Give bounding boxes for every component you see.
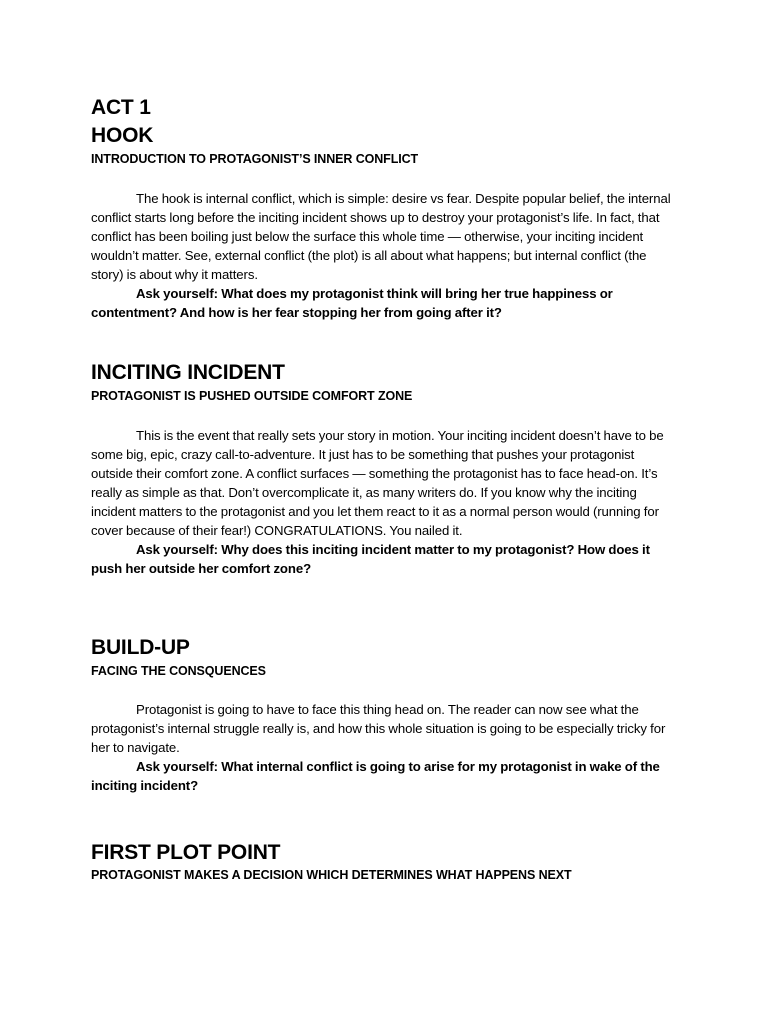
body-paragraph: Protagonist is going to have to face this thing head on. The reader can now see what the protagonist’s internal struggle really is, and how this whole situation is going to be especially tricky for her to navigate.	[91, 702, 666, 755]
section-heading-first-plot-point	[91, 839, 679, 867]
section-subtitle: INTRODUCTION TO PROTAGONIST’S INNER CONFLICT	[91, 152, 419, 166]
section-subtitle: PROTAGONIST MAKES A DECISION WHICH DETERMINES WHAT HAPPENS NEXT	[91, 868, 572, 882]
ask-yourself-prompt: Ask yourself: What internal conflict is going to arise for my protagonist in wake of the inciting incident?	[91, 759, 660, 793]
section-title: BUILD-UP	[91, 636, 190, 659]
section-title: FIRST PLOT POINT	[91, 841, 281, 864]
section-body-inciting-incident	[91, 426, 679, 578]
section-body-hook	[91, 189, 679, 322]
ask-yourself-prompt: Ask yourself: Why does this inciting incident matter to my protagonist? How does it push her outside her comfort zone?	[91, 542, 650, 576]
section-heading-inciting-incident	[91, 359, 679, 387]
body-paragraph: The hook is internal conflict, which is simple: desire vs fear. Despite popular belief, the internal conflict starts long before the inciting incident shows up to destroy your protagonist’s life. In fact, that conflict has been boiling just below the surface this whole time — otherwise, your inciting incident wouldn’t matter. See, external conflict (the plot) is all about what happens; but internal conflict (the story) is about why it matters.	[91, 191, 671, 282]
section-heading-hook	[91, 122, 679, 150]
section-title: INCITING INCIDENT	[91, 361, 285, 384]
section-subtitle-first-plot-point	[91, 866, 679, 884]
ask-yourself-prompt: Ask yourself: What does my protagonist think will bring her true happiness or contentment? And how is her fear stopping her from going after it?	[91, 286, 613, 320]
act-heading	[91, 94, 679, 122]
section-subtitle-build-up	[91, 662, 679, 680]
section-body-build-up	[91, 700, 679, 795]
section-subtitle-hook	[91, 150, 679, 168]
act-title: ACT 1	[91, 96, 151, 119]
section-subtitle-inciting-incident	[91, 387, 679, 405]
body-paragraph: This is the event that really sets your story in motion. Your inciting incident doesn’t have to be some big, epic, crazy call-to-adventure. It just has to be something that pushes your protagonist outside their comfort zone. A conflict surfaces — something the protagonist has to face head-on. It’s really as simple as that. Don’t overcomplicate it, as many writers do. If you know why the inciting incident matters to the protagonist and you let them react to it as a normal person would (running for cover because of their fear!) CONGRATULATIONS. You nailed it.	[91, 428, 664, 538]
section-subtitle: FACING THE CONSQUENCES	[91, 664, 266, 678]
section-heading-build-up	[91, 634, 679, 662]
section-subtitle: PROTAGONIST IS PUSHED OUTSIDE COMFORT ZONE	[91, 389, 413, 403]
section-title: HOOK	[91, 124, 154, 147]
